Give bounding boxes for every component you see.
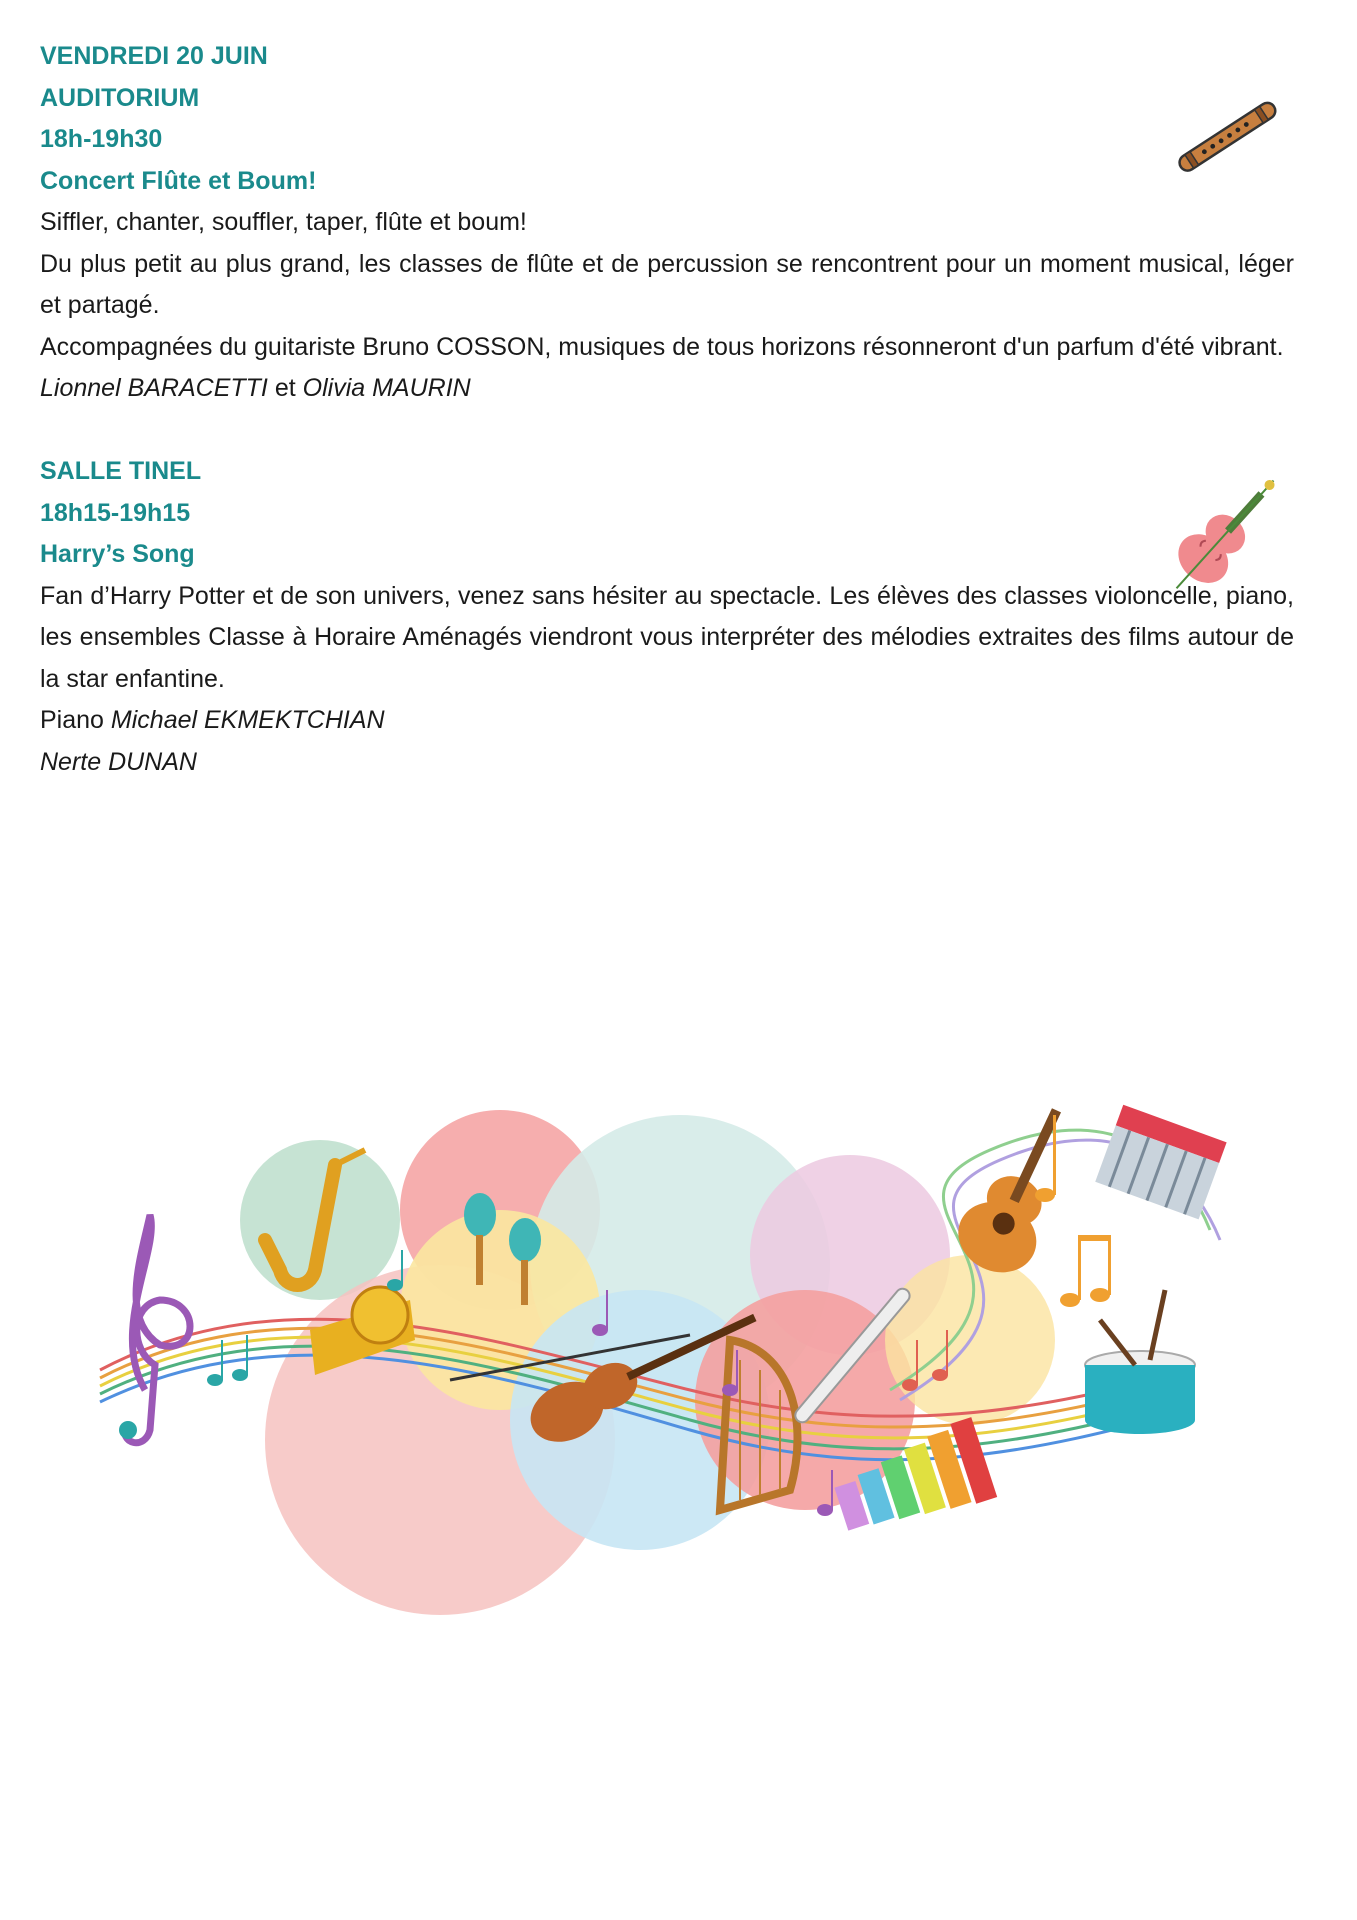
cello-icon [1150, 470, 1290, 605]
event1-performer2: Olivia MAURIN [302, 374, 471, 402]
event2-title: Harry’s Song [40, 540, 195, 568]
event1-joiner: et [274, 374, 296, 402]
piano-label: Piano [40, 706, 104, 734]
event1-title: Concert Flûte et Boum! [40, 166, 317, 195]
event1-venue: AUDITORIUM [40, 83, 200, 112]
music-instruments-illustration [90, 1090, 1240, 1630]
event2-venue: SALLE TINEL [40, 457, 202, 485]
pianist-name: Michael EKMEKTCHIAN [110, 706, 385, 734]
flute-icon [1170, 90, 1285, 185]
event1-performers [40, 368, 1294, 410]
event2-performer: Nerte DUNAN [40, 747, 197, 776]
event2-description: Fan d’Harry Potter et de son univers, venez sans hésiter au spectacle. Les élèves des classes violoncelle, piano, les ensembles Classe à Horaire Aménagés viendront vous interpréter des mélodies extraites des films autour de la star enfantine. [40, 581, 1294, 693]
event2-time: 18h15-19h15 [40, 498, 191, 527]
document-page [40, 36, 1294, 783]
event2-piano [40, 700, 1294, 742]
event1-time: 18h-19h30 [40, 125, 163, 153]
event1-line1: Siffler, chanter, souffler, taper, flûte et boum! [40, 208, 527, 236]
event-date: VENDREDI 20 JUIN [40, 42, 268, 70]
event1-line2: Du plus petit au plus grand, les classes de flûte et de percussion se rencontrent pour un moment musical, léger et partagé. [40, 249, 1294, 319]
event1-performer1: Lionnel BARACETTI [40, 374, 268, 402]
event1-line3: Accompagnées du guitariste Bruno COSSON, musiques de tous horizons résonneront d'un parfum d'été vibrant. [40, 332, 1284, 361]
